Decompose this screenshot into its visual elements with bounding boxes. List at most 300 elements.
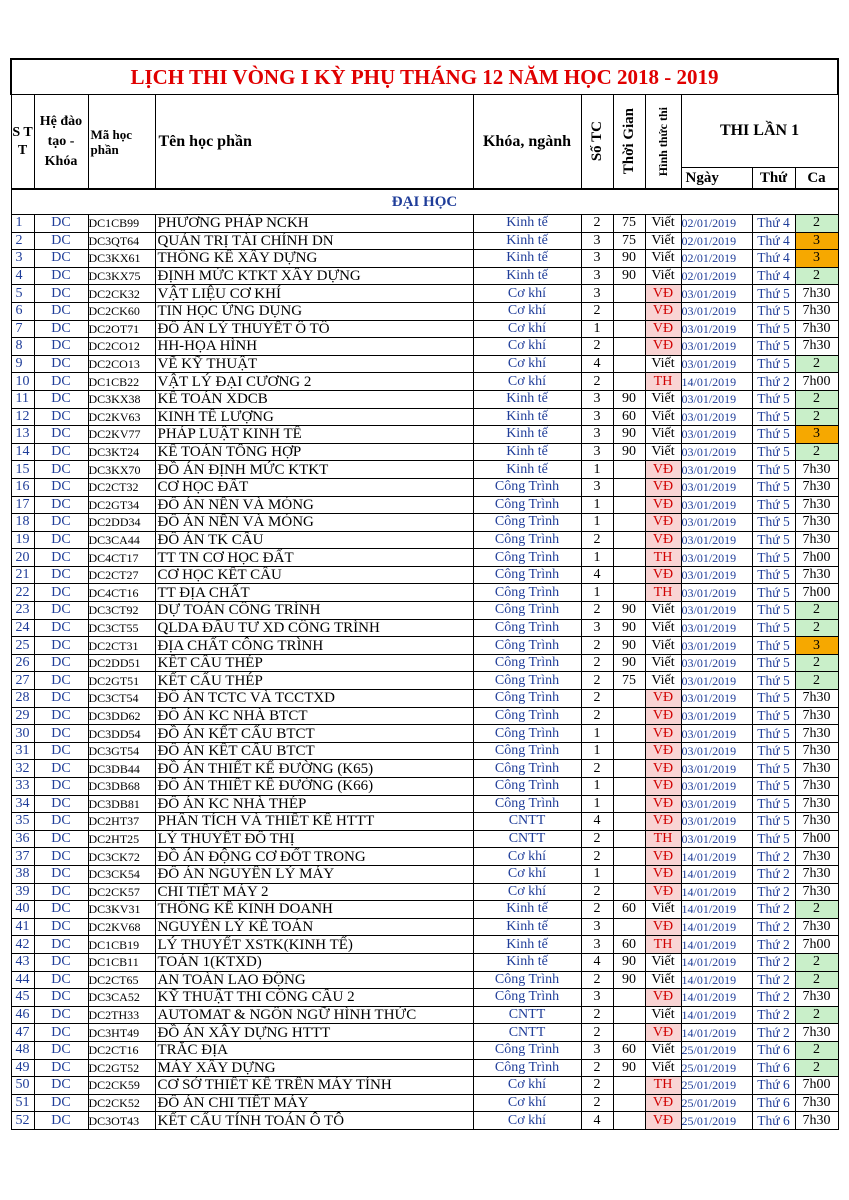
header-ca: Ca xyxy=(795,168,838,190)
row-khoa-nganh: Công Trình xyxy=(473,531,581,549)
row-khoa-nganh: CNTT xyxy=(473,813,581,831)
row-hinh-thuc-thi: VĐ xyxy=(645,848,681,866)
row-thu: Thứ 2 xyxy=(752,1006,795,1024)
row-ca: 2 xyxy=(795,355,838,373)
table-row xyxy=(11,725,838,743)
row-khoa-nganh: Công Trình xyxy=(473,707,581,725)
row-ma-hoc-phan: DC2OT71 xyxy=(88,320,155,338)
table-row xyxy=(11,637,838,655)
row-ma-hoc-phan: DC3CT55 xyxy=(88,619,155,637)
row-ngay: 03/01/2019 xyxy=(681,725,752,743)
row-thu: Thứ 6 xyxy=(752,1041,795,1059)
row-ca: 2 xyxy=(795,215,838,233)
row-ten-hoc-phan: ĐỒ ÁN LÝ THUYẾT Ô TÔ xyxy=(155,320,473,338)
row-ten-hoc-phan: DỰ TOÁN CÔNG TRÌNH xyxy=(155,602,473,620)
row-so-tc: 1 xyxy=(581,584,613,602)
header-hinh-thuc-thi: Hình thức thi xyxy=(655,106,670,177)
row-ngay: 03/01/2019 xyxy=(681,408,752,426)
table-row xyxy=(11,971,838,989)
row-stt: 47 xyxy=(11,1024,34,1042)
row-thoi-gian xyxy=(613,865,645,883)
row-khoa-nganh: Công Trình xyxy=(473,672,581,690)
row-thu: Thứ 5 xyxy=(752,778,795,796)
row-thu: Thứ 6 xyxy=(752,1077,795,1095)
row-so-tc: 2 xyxy=(581,215,613,233)
row-ma-hoc-phan: DC3KX61 xyxy=(88,250,155,268)
header-thoi-gian: Thời Gian xyxy=(620,108,637,175)
row-ten-hoc-phan: CƠ HỌC KẾT CẤU xyxy=(155,566,473,584)
row-hinh-thuc-thi: Viết xyxy=(645,215,681,233)
row-ca: 3 xyxy=(795,232,838,250)
row-hinh-thuc-thi: VĐ xyxy=(645,320,681,338)
row-hinh-thuc-thi: Viết xyxy=(645,654,681,672)
row-he-dao-tao: DC xyxy=(34,637,88,655)
row-stt: 49 xyxy=(11,1059,34,1077)
row-ngay: 03/01/2019 xyxy=(681,602,752,620)
row-khoa-nganh: Công Trình xyxy=(473,637,581,655)
row-ten-hoc-phan: TT TN CƠ HỌC ĐẤT xyxy=(155,549,473,567)
row-ngay: 03/01/2019 xyxy=(681,531,752,549)
table-row xyxy=(11,619,838,637)
table-row xyxy=(11,478,838,496)
table-row xyxy=(11,672,838,690)
row-ca: 7h00 xyxy=(795,1077,838,1095)
row-ca: 7h30 xyxy=(795,1112,838,1130)
row-ma-hoc-phan: DC3KT24 xyxy=(88,443,155,461)
table-row xyxy=(11,602,838,620)
table-row xyxy=(11,760,838,778)
row-ngay: 03/01/2019 xyxy=(681,285,752,303)
row-he-dao-tao: DC xyxy=(34,901,88,919)
row-ngay: 03/01/2019 xyxy=(681,478,752,496)
header-ma-hoc-phan: Mã học phần xyxy=(88,95,155,190)
row-ten-hoc-phan: PHÂN TÍCH VÀ THIẾT KẾ HTTT xyxy=(155,813,473,831)
row-ngay: 03/01/2019 xyxy=(681,690,752,708)
row-ca: 2 xyxy=(795,602,838,620)
row-stt: 52 xyxy=(11,1112,34,1130)
row-ten-hoc-phan: LÝ THUYẾT ĐỒ THỊ xyxy=(155,830,473,848)
row-thoi-gian xyxy=(613,338,645,356)
row-ngay: 14/01/2019 xyxy=(681,989,752,1007)
row-thu: Thứ 2 xyxy=(752,901,795,919)
row-he-dao-tao: DC xyxy=(34,795,88,813)
row-ca: 2 xyxy=(795,1006,838,1024)
table-row xyxy=(11,1041,838,1059)
row-so-tc: 3 xyxy=(581,267,613,285)
row-ca: 7h00 xyxy=(795,549,838,567)
table-row xyxy=(11,496,838,514)
row-thoi-gian xyxy=(613,830,645,848)
row-khoa-nganh: CNTT xyxy=(473,830,581,848)
row-hinh-thuc-thi: VĐ xyxy=(645,742,681,760)
row-ca: 2 xyxy=(795,953,838,971)
row-he-dao-tao: DC xyxy=(34,531,88,549)
exam-schedule-sheet xyxy=(10,58,837,1130)
row-he-dao-tao: DC xyxy=(34,760,88,778)
row-ma-hoc-phan: DC2KV63 xyxy=(88,408,155,426)
row-ma-hoc-phan: DC2GT52 xyxy=(88,1059,155,1077)
row-so-tc: 2 xyxy=(581,883,613,901)
row-ma-hoc-phan: DC2HT37 xyxy=(88,813,155,831)
row-ma-hoc-phan: DC2CO13 xyxy=(88,355,155,373)
row-ca: 7h30 xyxy=(795,496,838,514)
row-stt: 32 xyxy=(11,760,34,778)
row-khoa-nganh: Công Trình xyxy=(473,584,581,602)
row-thu: Thứ 5 xyxy=(752,742,795,760)
row-ma-hoc-phan: DC3KX75 xyxy=(88,267,155,285)
row-he-dao-tao: DC xyxy=(34,813,88,831)
row-thoi-gian xyxy=(613,461,645,479)
row-he-dao-tao: DC xyxy=(34,514,88,532)
row-khoa-nganh: Kinh tế xyxy=(473,901,581,919)
table-row xyxy=(11,320,838,338)
row-ngay: 03/01/2019 xyxy=(681,584,752,602)
row-ten-hoc-phan: ĐỒ ÁN ĐỘNG CƠ ĐỐT TRONG xyxy=(155,848,473,866)
row-stt: 34 xyxy=(11,795,34,813)
row-thoi-gian xyxy=(613,302,645,320)
row-ca: 3 xyxy=(795,250,838,268)
row-ngay: 03/01/2019 xyxy=(681,461,752,479)
row-hinh-thuc-thi: Viết xyxy=(645,267,681,285)
row-ten-hoc-phan: CƠ HỌC ĐẤT xyxy=(155,478,473,496)
row-thu: Thứ 4 xyxy=(752,267,795,285)
row-thoi-gian xyxy=(613,496,645,514)
row-thu: Thứ 5 xyxy=(752,320,795,338)
table-row xyxy=(11,302,838,320)
row-stt: 7 xyxy=(11,320,34,338)
row-so-tc: 1 xyxy=(581,778,613,796)
row-so-tc: 1 xyxy=(581,549,613,567)
row-ma-hoc-phan: DC3HT49 xyxy=(88,1024,155,1042)
row-ngay: 02/01/2019 xyxy=(681,215,752,233)
row-ten-hoc-phan: ĐỒ ÁN ĐỊNH MỨC KTKT xyxy=(155,461,473,479)
row-thoi-gian: 90 xyxy=(613,971,645,989)
row-thoi-gian xyxy=(613,1024,645,1042)
row-hinh-thuc-thi: TH xyxy=(645,830,681,848)
row-stt: 39 xyxy=(11,883,34,901)
row-ca: 2 xyxy=(795,1041,838,1059)
row-thu: Thứ 5 xyxy=(752,478,795,496)
row-stt: 16 xyxy=(11,478,34,496)
row-ma-hoc-phan: DC3CA52 xyxy=(88,989,155,1007)
row-hinh-thuc-thi: VĐ xyxy=(645,795,681,813)
row-ca: 7h30 xyxy=(795,531,838,549)
row-so-tc: 1 xyxy=(581,514,613,532)
row-so-tc: 3 xyxy=(581,619,613,637)
row-hinh-thuc-thi: VĐ xyxy=(645,478,681,496)
table-row xyxy=(11,461,838,479)
row-ten-hoc-phan: QLDA ĐẦU TƯ XD CÔNG TRÌNH xyxy=(155,619,473,637)
row-ten-hoc-phan: AUTOMAT & NGÔN NGỮ HÌNH THỨC xyxy=(155,1006,473,1024)
row-ngay: 03/01/2019 xyxy=(681,338,752,356)
header-so-tc-cell xyxy=(581,95,613,190)
header-he-dao-tao: Hệ đào tạo - Khóa xyxy=(34,95,88,190)
row-ca: 7h30 xyxy=(795,848,838,866)
row-hinh-thuc-thi: VĐ xyxy=(645,813,681,831)
row-he-dao-tao: DC xyxy=(34,936,88,954)
row-thoi-gian xyxy=(613,320,645,338)
row-thoi-gian: 90 xyxy=(613,602,645,620)
row-thu: Thứ 5 xyxy=(752,566,795,584)
row-khoa-nganh: Công Trình xyxy=(473,496,581,514)
row-thu: Thứ 5 xyxy=(752,619,795,637)
exam-schedule-table xyxy=(10,58,839,1130)
row-so-tc: 3 xyxy=(581,285,613,303)
row-ca: 2 xyxy=(795,1059,838,1077)
row-ngay: 25/01/2019 xyxy=(681,1041,752,1059)
row-khoa-nganh: Công Trình xyxy=(473,549,581,567)
row-ngay: 14/01/2019 xyxy=(681,883,752,901)
row-stt: 33 xyxy=(11,778,34,796)
row-stt: 37 xyxy=(11,848,34,866)
row-ca: 7h30 xyxy=(795,690,838,708)
table-row xyxy=(11,443,838,461)
row-hinh-thuc-thi: VĐ xyxy=(645,302,681,320)
row-thoi-gian xyxy=(613,848,645,866)
row-ma-hoc-phan: DC3CT92 xyxy=(88,602,155,620)
table-row xyxy=(11,901,838,919)
row-ma-hoc-phan: DC3QT64 xyxy=(88,232,155,250)
row-so-tc: 2 xyxy=(581,901,613,919)
table-row xyxy=(11,566,838,584)
row-ca: 7h30 xyxy=(795,285,838,303)
row-he-dao-tao: DC xyxy=(34,918,88,936)
row-he-dao-tao: DC xyxy=(34,848,88,866)
row-hinh-thuc-thi: VĐ xyxy=(645,760,681,778)
row-he-dao-tao: DC xyxy=(34,584,88,602)
row-thu: Thứ 5 xyxy=(752,531,795,549)
table-row xyxy=(11,531,838,549)
row-ten-hoc-phan: TOÁN 1(KTXD) xyxy=(155,953,473,971)
row-hinh-thuc-thi: VĐ xyxy=(645,1024,681,1042)
row-he-dao-tao: DC xyxy=(34,355,88,373)
row-stt: 41 xyxy=(11,918,34,936)
row-stt: 27 xyxy=(11,672,34,690)
row-so-tc: 2 xyxy=(581,637,613,655)
row-khoa-nganh: Kinh tế xyxy=(473,232,581,250)
row-ca: 7h30 xyxy=(795,302,838,320)
row-he-dao-tao: DC xyxy=(34,496,88,514)
row-so-tc: 4 xyxy=(581,566,613,584)
row-thu: Thứ 5 xyxy=(752,355,795,373)
row-thu: Thứ 2 xyxy=(752,1024,795,1042)
row-stt: 35 xyxy=(11,813,34,831)
row-so-tc: 2 xyxy=(581,1094,613,1112)
row-ma-hoc-phan: DC3DD62 xyxy=(88,707,155,725)
row-ca: 2 xyxy=(795,619,838,637)
row-thu: Thứ 4 xyxy=(752,232,795,250)
row-hinh-thuc-thi: VĐ xyxy=(645,461,681,479)
row-ngay: 02/01/2019 xyxy=(681,267,752,285)
row-thu: Thứ 5 xyxy=(752,795,795,813)
row-he-dao-tao: DC xyxy=(34,1059,88,1077)
row-thu: Thứ 5 xyxy=(752,338,795,356)
row-khoa-nganh: Công Trình xyxy=(473,566,581,584)
row-ma-hoc-phan: DC3CK72 xyxy=(88,848,155,866)
row-ma-hoc-phan: DC2CT27 xyxy=(88,566,155,584)
row-thu: Thứ 2 xyxy=(752,989,795,1007)
row-stt: 20 xyxy=(11,549,34,567)
row-thoi-gian: 90 xyxy=(613,267,645,285)
row-hinh-thuc-thi: Viết xyxy=(645,1059,681,1077)
row-ten-hoc-phan: QUẢN TRỊ TÀI CHÍNH DN xyxy=(155,232,473,250)
row-khoa-nganh: Cơ khí xyxy=(473,285,581,303)
row-ten-hoc-phan: ĐỒ ÁN TCTC VÀ TCCTXD xyxy=(155,690,473,708)
table-row xyxy=(11,1006,838,1024)
row-ten-hoc-phan: TT ĐỊA CHẤT xyxy=(155,584,473,602)
row-ca: 7h30 xyxy=(795,989,838,1007)
row-thu: Thứ 5 xyxy=(752,725,795,743)
row-so-tc: 3 xyxy=(581,989,613,1007)
row-thoi-gian xyxy=(613,989,645,1007)
row-ca: 7h30 xyxy=(795,461,838,479)
row-so-tc: 1 xyxy=(581,461,613,479)
row-khoa-nganh: Cơ khí xyxy=(473,320,581,338)
row-ten-hoc-phan: KẾ TOÁN TỔNG HỢP xyxy=(155,443,473,461)
row-he-dao-tao: DC xyxy=(34,778,88,796)
row-thu: Thứ 5 xyxy=(752,426,795,444)
row-ngay: 03/01/2019 xyxy=(681,426,752,444)
row-khoa-nganh: Kinh tế xyxy=(473,936,581,954)
row-thu: Thứ 5 xyxy=(752,637,795,655)
row-hinh-thuc-thi: VĐ xyxy=(645,1112,681,1130)
row-stt: 14 xyxy=(11,443,34,461)
row-ten-hoc-phan: NGUYÊN LÝ KẾ TOÁN xyxy=(155,918,473,936)
row-he-dao-tao: DC xyxy=(34,1094,88,1112)
row-so-tc: 4 xyxy=(581,953,613,971)
table-row xyxy=(11,707,838,725)
section-dai-hoc: ĐẠI HỌC xyxy=(11,189,838,215)
row-so-tc: 3 xyxy=(581,232,613,250)
row-ten-hoc-phan: VẬT LIỆU CƠ KHÍ xyxy=(155,285,473,303)
row-ca: 7h30 xyxy=(795,883,838,901)
row-he-dao-tao: DC xyxy=(34,971,88,989)
row-ca: 7h30 xyxy=(795,478,838,496)
row-ngay: 03/01/2019 xyxy=(681,760,752,778)
row-thu: Thứ 2 xyxy=(752,865,795,883)
row-ngay: 14/01/2019 xyxy=(681,848,752,866)
row-thoi-gian: 60 xyxy=(613,901,645,919)
row-so-tc: 1 xyxy=(581,496,613,514)
row-khoa-nganh: Công Trình xyxy=(473,760,581,778)
row-khoa-nganh: Kinh tế xyxy=(473,215,581,233)
table-row xyxy=(11,1094,838,1112)
row-khoa-nganh: Kinh tế xyxy=(473,443,581,461)
row-ten-hoc-phan: ĐỒ ÁN KC NHÀ BTCT xyxy=(155,707,473,725)
row-ma-hoc-phan: DC3CK54 xyxy=(88,865,155,883)
row-hinh-thuc-thi: VĐ xyxy=(645,514,681,532)
row-thoi-gian: 90 xyxy=(613,619,645,637)
row-khoa-nganh: Công Trình xyxy=(473,1059,581,1077)
row-ten-hoc-phan: PHÁP LUẬT KINH TẾ xyxy=(155,426,473,444)
header-stt: S T T xyxy=(11,95,34,190)
table-row xyxy=(11,989,838,1007)
row-so-tc: 1 xyxy=(581,795,613,813)
row-stt: 11 xyxy=(11,390,34,408)
row-ten-hoc-phan: ĐỒ ÁN KẾT CẤU BTCT xyxy=(155,725,473,743)
row-he-dao-tao: DC xyxy=(34,232,88,250)
row-hinh-thuc-thi: TH xyxy=(645,936,681,954)
row-thoi-gian xyxy=(613,285,645,303)
row-he-dao-tao: DC xyxy=(34,338,88,356)
row-so-tc: 3 xyxy=(581,408,613,426)
row-thu: Thứ 5 xyxy=(752,707,795,725)
row-so-tc: 4 xyxy=(581,813,613,831)
row-ca: 7h30 xyxy=(795,760,838,778)
table-row xyxy=(11,232,838,250)
row-thu: Thứ 6 xyxy=(752,1112,795,1130)
table-row xyxy=(11,1024,838,1042)
row-hinh-thuc-thi: Viết xyxy=(645,602,681,620)
row-he-dao-tao: DC xyxy=(34,989,88,1007)
row-ma-hoc-phan: DC2CK60 xyxy=(88,302,155,320)
row-ca: 7h00 xyxy=(795,373,838,391)
row-ngay: 25/01/2019 xyxy=(681,1059,752,1077)
row-khoa-nganh: Cơ khí xyxy=(473,848,581,866)
row-ma-hoc-phan: DC2CK32 xyxy=(88,285,155,303)
row-he-dao-tao: DC xyxy=(34,672,88,690)
row-thu: Thứ 2 xyxy=(752,918,795,936)
row-stt: 31 xyxy=(11,742,34,760)
row-thu: Thứ 4 xyxy=(752,215,795,233)
row-thoi-gian xyxy=(613,531,645,549)
row-he-dao-tao: DC xyxy=(34,690,88,708)
row-so-tc: 3 xyxy=(581,918,613,936)
header-hinh-thuc-cell xyxy=(645,95,681,190)
row-thu: Thứ 5 xyxy=(752,514,795,532)
row-he-dao-tao: DC xyxy=(34,865,88,883)
table-row xyxy=(11,848,838,866)
row-ngay: 14/01/2019 xyxy=(681,901,752,919)
row-ngay: 14/01/2019 xyxy=(681,865,752,883)
row-so-tc: 2 xyxy=(581,971,613,989)
row-he-dao-tao: DC xyxy=(34,830,88,848)
row-so-tc: 2 xyxy=(581,1059,613,1077)
row-ma-hoc-phan: DC2HT25 xyxy=(88,830,155,848)
table-row xyxy=(11,285,838,303)
table-row xyxy=(11,408,838,426)
row-stt: 26 xyxy=(11,654,34,672)
row-ten-hoc-phan: ĐỒ ÁN THIẾT KẾ ĐƯỜNG (K65) xyxy=(155,760,473,778)
table-row xyxy=(11,690,838,708)
row-hinh-thuc-thi: Viết xyxy=(645,672,681,690)
table-row xyxy=(11,549,838,567)
row-thoi-gian xyxy=(613,1077,645,1095)
row-thu: Thứ 5 xyxy=(752,408,795,426)
row-khoa-nganh: Kinh tế xyxy=(473,918,581,936)
row-thu: Thứ 6 xyxy=(752,1059,795,1077)
row-ten-hoc-phan: ĐỒ ÁN NỀN VÀ MÓNG xyxy=(155,514,473,532)
row-stt: 51 xyxy=(11,1094,34,1112)
table-row xyxy=(11,373,838,391)
row-he-dao-tao: DC xyxy=(34,953,88,971)
row-ngay: 03/01/2019 xyxy=(681,830,752,848)
row-hinh-thuc-thi: Viết xyxy=(645,355,681,373)
row-ca: 7h30 xyxy=(795,1024,838,1042)
row-ten-hoc-phan: VẬT LÝ ĐẠI CƯƠNG 2 xyxy=(155,373,473,391)
row-hinh-thuc-thi: TH xyxy=(645,584,681,602)
row-ca: 7h30 xyxy=(795,742,838,760)
row-ma-hoc-phan: DC2TH33 xyxy=(88,1006,155,1024)
row-khoa-nganh: Kinh tế xyxy=(473,390,581,408)
row-he-dao-tao: DC xyxy=(34,654,88,672)
row-stt: 13 xyxy=(11,426,34,444)
header-thi-lan: THI LẦN 1 xyxy=(681,95,838,168)
row-he-dao-tao: DC xyxy=(34,1077,88,1095)
row-stt: 8 xyxy=(11,338,34,356)
row-ngay: 03/01/2019 xyxy=(681,566,752,584)
row-he-dao-tao: DC xyxy=(34,1112,88,1130)
